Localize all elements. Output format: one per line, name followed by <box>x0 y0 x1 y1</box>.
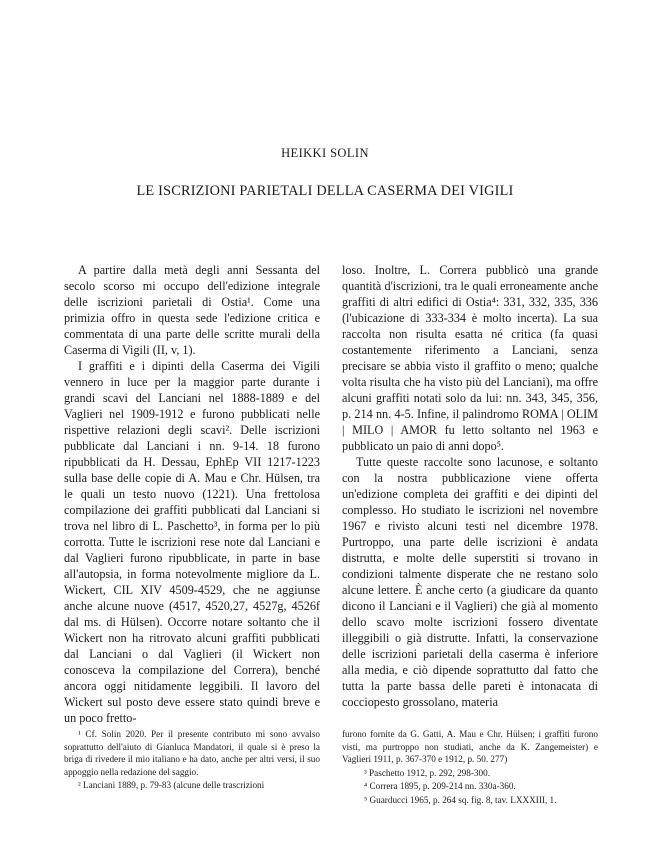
body-paragraph: I graffiti e i dipinti della Caserma dei Vigili vennero in luce per la maggior parte durante i grandi scavi del Lanciani nel 1888-1889 e del Vaglieri nel 1909-1912 e furono pubblicati nelle rispettive relazioni degli scavi². Delle iscrizioni pubblicate dal Lanciani i nn. 9-14. 18 furono ripubblicati da H. Dessau, EphEp VII 1217-1223 sulla base delle copie di A. Mau e Chr. Hülsen, tra le quali un testo nuovo (1221). Una frettolosa compilazione dei graffiti pubblicati dal Lanciani si trova nel libro di L. Paschetto³, in forma per lo più corrotta. Tutte le iscrizioni rese note dal Lanciani e dal Vaglieri furono ripubblicate, in parte in base all'autopsia, in forma notevolmente migliore da L. Wickert, CIL XIV 4509-4529, che ne aggiunse anche alcune nuove (4517, 4520,27, 4527g, 4526f dal ms. di Hülsen). Occorre notare soltanto che il Wickert non ha ritrovato alcuni graffiti pubblicati dal Lanciani o dal Vaglieri (il Wickert non conosceva la compilazione del Correra), benché ancora oggi nitidamente leggibili. Il lavoro del Wickert sul posto deve essere stato quindi breve e un poco fretto- <box>64 359 320 726</box>
body-paragraph: A partire dalla metà degli anni Sessanta del secolo scorso mi occupo dell'edizione integrale delle iscrizioni parietali di Ostia¹. Come una primizia offro in questa sede l'edizione critica e commentata di una parte delle scritte murali della Caserma di Vigili (II, v, 1). <box>64 263 320 358</box>
body-column-right <box>342 262 598 710</box>
body-paragraph: loso. Inoltre, L. Correra pubblicò una grande quantità d'iscrizioni, tra le quali erroneamente anche graffiti di altri edifici di Ostia⁴: 331, 332, 335, 336 (l'ubicazione di 333-334 è molto incerta). La sua raccolta non risulta esatta né critica (fa quasi costantemente riferimento a Lanciani, senza precisare se abbia visto il graffito o meno; qualche volta risulta che ha visto più del Lanciani), ma offre alcuni graffiti notati solo da lui: nn. 343, 345, 356, p. 214 nn. 4-5. Infine, il palindromo ROMA | OLIM | MILO | AMOR fu letto soltanto nel 1963 e pubblicato un paio di anni dopo⁵. <box>342 263 598 454</box>
footnotes-right <box>342 728 598 808</box>
footnote: ⁵ Guarducci 1965, p. 264 sq. fig. 8, tav. LXXXIII, 1. <box>364 794 557 805</box>
footnotes-left <box>64 728 320 793</box>
article-title: LE ISCRIZIONI PARIETALI DELLA CASERMA DEI VIGILI <box>136 183 514 199</box>
footnote: ³ Paschetto 1912, p. 292, 298-300. <box>364 767 491 778</box>
body-paragraph: Tutte queste raccolte sono lacunose, e soltanto con la nostra pubblicazione viene offerta un'edizione completa dei graffiti e dei dipinti del complesso. Ho studiato le iscrizioni nel novembre 1967 e rivisto alcuni testi nel dicembre 1978. Purtroppo, una parte delle iscrizioni è andata distrutta, e molte delle superstiti si trovano in condizioni talmente disperate che ne restano solo alcune lettere. È anche certo (a giudicare da quanto dicono il Lanciani e il Vaglieri) che già al momento dello scavo molte iscrizioni fossero diventate illeggibili o già distrutte. Infatti, la conservazione delle iscrizioni parietali della caserma è inferiore alla media, e ciò dipende soprattutto dal fatto che tutta la parte bassa delle pareti è intonacata di cocciopesto grossolano, materia <box>342 455 598 710</box>
footnote: ¹ Cf. Solin 2020. Per il presente contributo mi sono avvalso soprattutto dell'aiuto di Gianluca Mandatori, il quale si è preso la briga di rivedere il mio italiano e ha dato, anche per altri versi, il suo appoggio nella redazione del saggio. <box>64 729 320 777</box>
footnote: ² Lanciani 1889, p. 79-83 (alcune delle trascrizioni <box>78 780 265 791</box>
body-column-left <box>64 262 320 726</box>
footnote: ⁴ Correra 1895, p. 209-214 nn. 330a-360. <box>364 781 516 792</box>
footnote-continuation: furono fornite da G. Gatti, A. Mau e Chr. Hülsen; i graffiti furono visti, ma purtroppo non studiati, anche da K. Zangemeister) e Vaglieri 1911, p. 367-370 e 1912, p. 50. 277) <box>342 729 598 765</box>
author-name: HEIKKI SOLIN <box>281 146 369 160</box>
